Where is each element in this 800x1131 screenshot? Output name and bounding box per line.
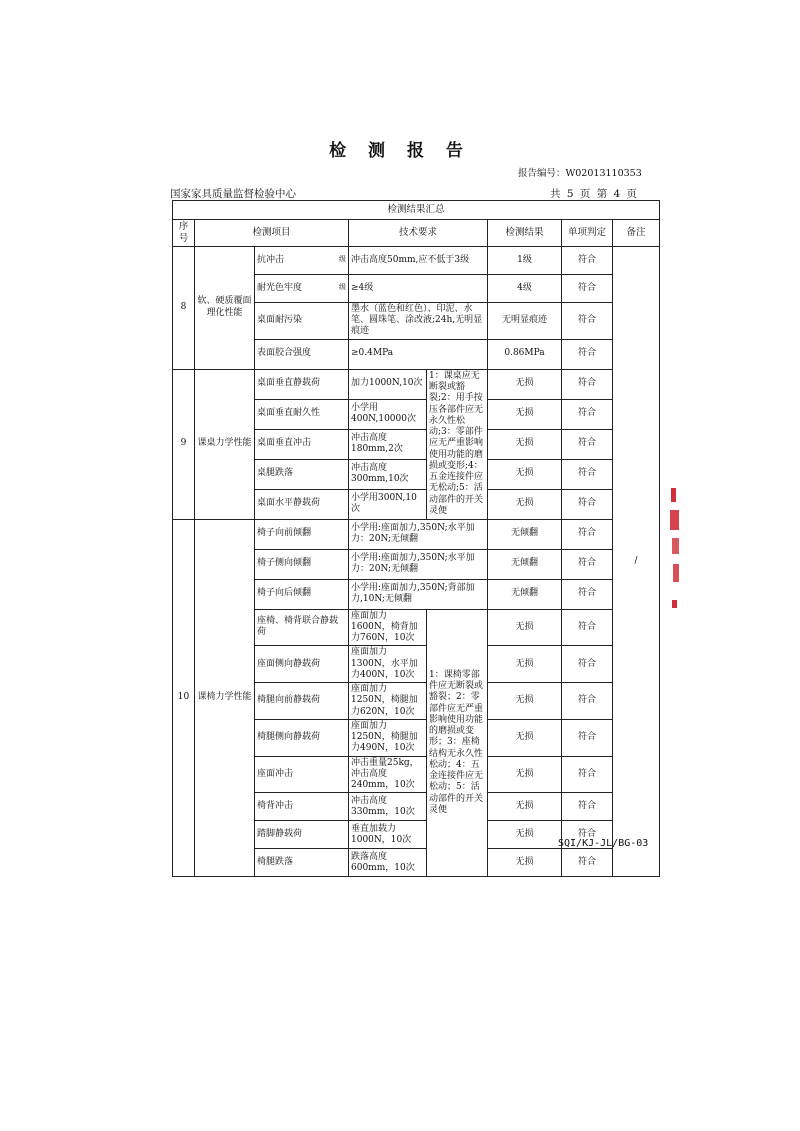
result-cell: 无倾翻: [488, 579, 562, 609]
judge-cell: 符合: [562, 646, 613, 683]
req-cell: 小学用400N,10000次: [349, 399, 427, 429]
result-cell: 无损: [488, 683, 562, 720]
judge-cell: 符合: [562, 579, 613, 609]
req-cell: 小学用300N,10次: [349, 489, 427, 519]
remark-cell: [613, 246, 660, 877]
col-header-req: 技术要求: [349, 220, 488, 247]
result-cell: 无损: [488, 369, 562, 399]
judge-cell: 符合: [562, 399, 613, 429]
req-cell: 小学用:座面加力,350N;水平加力：20N;无倾翻: [349, 519, 488, 549]
header-row: [173, 220, 660, 247]
col-header-result: 检测结果: [488, 220, 562, 247]
item-cell: 椅子向后倾翻: [255, 579, 349, 609]
group-name: 软、硬质覆面理化性能: [195, 246, 255, 369]
result-cell: 无倾翻: [488, 549, 562, 579]
result-cell: 无损: [488, 719, 562, 756]
req-cell: 冲击高度300mm,10次: [349, 459, 427, 489]
item-cell: 座椅、椅背联合静载荷: [255, 609, 349, 646]
judge-cell: 符合: [562, 849, 613, 877]
judge-cell: 符合: [562, 683, 613, 720]
group-no: 10: [173, 519, 195, 877]
note-cell: 1：课桌应无断裂或豁裂;2：用手按压各部件应无永久性松动;3：零部件应无严重影响使用功能的磨损或变形;4：五金连接件应无松动;5：活动部件的开关灵便: [427, 369, 488, 519]
judge-cell: 符合: [562, 246, 613, 274]
item-cell: 椅背冲击: [255, 793, 349, 821]
table-row: [173, 519, 660, 549]
req-cell: 冲击重量25kg，冲击高度240mm，10次: [349, 756, 427, 793]
judge-cell: 符合: [562, 339, 613, 369]
judge-cell: 符合: [562, 793, 613, 821]
result-cell: 4级: [488, 274, 562, 302]
item-cell: 踏脚静载荷: [255, 821, 349, 849]
item-cell: 椅子向前倾翻: [255, 519, 349, 549]
req-cell: 座面加力1600N，椅背加力760N，10次: [349, 609, 427, 646]
item-cell: 椅腿向前静载荷: [255, 683, 349, 720]
result-cell: 无损: [488, 399, 562, 429]
item-cell: 桌面水平静载荷: [255, 489, 349, 519]
judge-cell: 符合: [562, 549, 613, 579]
result-cell: 无损: [488, 821, 562, 849]
result-cell: 无损: [488, 849, 562, 877]
col-header-item: 检测项目: [195, 220, 349, 247]
summary-title: 检测结果汇总: [173, 201, 660, 220]
col-header-no: 序号: [173, 220, 195, 247]
result-cell: 无损: [488, 429, 562, 459]
req-cell: 座面加力1300N，水平加力400N，10次: [349, 646, 427, 683]
result-cell: 无明显痕迹: [488, 302, 562, 339]
judge-cell: 符合: [562, 609, 613, 646]
req-cell: 冲击高度330mm，10次: [349, 793, 427, 821]
remark-value: /: [634, 555, 638, 566]
item-cell: 座面冲击: [255, 756, 349, 793]
judge-cell: 符合: [562, 756, 613, 793]
req-cell: 冲击高度180mm,2次: [349, 429, 427, 459]
result-cell: 无损: [488, 489, 562, 519]
item-cell: 桌面垂直冲击: [255, 429, 349, 459]
col-header-judge: 单项判定: [562, 220, 613, 247]
stamp-mark: [672, 538, 679, 554]
stamp-mark: [672, 600, 677, 608]
stamp-mark: [670, 510, 679, 530]
judge-cell: 符合: [562, 519, 613, 549]
result-cell: 无损: [488, 793, 562, 821]
judge-cell: 符合: [562, 489, 613, 519]
req-cell: 跌落高度600mm，10次: [349, 849, 427, 877]
item-cell: 桌面耐污染: [255, 302, 349, 339]
judge-cell: 符合: [562, 429, 613, 459]
judge-cell: 符合: [562, 459, 613, 489]
req-cell: 加力1000N,10次: [349, 369, 427, 399]
result-cell: 无损: [488, 756, 562, 793]
group-name: 课桌力学性能: [195, 369, 255, 519]
page-info: 共 5 页 第 4 页: [550, 188, 638, 200]
red-seal-stamp: [668, 488, 682, 616]
report-title: 检 测 报 告: [329, 141, 471, 161]
table-row: [173, 369, 660, 399]
item-cell: 表面胶合强度: [255, 339, 349, 369]
judge-cell: 符合: [562, 821, 613, 849]
result-cell: 0.86MPa: [488, 339, 562, 369]
stamp-mark: [673, 564, 679, 582]
judge-cell: 符合: [562, 302, 613, 339]
req-cell: 座面加力1250N，椅腿加力490N，10次: [349, 719, 427, 756]
institution-name: 国家家具质量监督检验中心: [170, 188, 296, 200]
grade-label: 级: [339, 282, 346, 291]
item-cell: 椅子侧向倾翻: [255, 549, 349, 579]
group-name: 课椅力学性能: [195, 519, 255, 877]
item-cell: [255, 274, 349, 302]
judge-cell: 符合: [562, 369, 613, 399]
result-cell: 无损: [488, 459, 562, 489]
req-cell: 墨水（蓝色和红色）、印泥、水笔、圆珠笔、涂改液;24h,无明显痕迹: [349, 302, 488, 339]
req-cell: 座面加力1250N，椅腿加力620N，10次: [349, 683, 427, 720]
group-no: 8: [173, 246, 195, 369]
table-row: [173, 246, 660, 274]
req-cell: 冲击高度50mm,应不低于3级: [349, 246, 488, 274]
item-cell: 椅腿跌落: [255, 849, 349, 877]
note-cell: 1：课椅零部件应无断裂或豁裂；2：零部件应无严重影响使用功能的磨损或变形；3：座椅结构无永久性松动；4：五金连接件应无松动；5：活动部件的开关灵便: [427, 609, 488, 877]
judge-cell: 符合: [562, 274, 613, 302]
results-table-wrap: [172, 200, 659, 877]
result-cell: 无损: [488, 609, 562, 646]
item-cell: 桌腿跌落: [255, 459, 349, 489]
item-name: 耐光色牢度: [257, 282, 303, 293]
result-cell: 无倾翻: [488, 519, 562, 549]
item-cell: 桌面垂直静载荷: [255, 369, 349, 399]
item-cell: 椅腿侧向静载荷: [255, 719, 349, 756]
req-cell: ≥4级: [349, 274, 488, 302]
group-no: 9: [173, 369, 195, 519]
report-number: 报告编号：W02013110353: [518, 168, 642, 179]
req-cell: 小学用:座面加力,350N;背部加力,10N;无倾翻: [349, 579, 488, 609]
item-cell: [255, 246, 349, 274]
grade-label: 级: [339, 254, 346, 263]
stamp-mark: [671, 488, 676, 502]
item-cell: 桌面垂直耐久性: [255, 399, 349, 429]
req-cell: ≥0.4MPa: [349, 339, 488, 369]
item-cell: 座面侧向静载荷: [255, 646, 349, 683]
results-table: [172, 200, 660, 877]
req-cell: 小学用:座面加力,350N;水平加力：20N;无倾翻: [349, 549, 488, 579]
item-name: 抗冲击: [257, 254, 285, 265]
result-cell: 1级: [488, 246, 562, 274]
judge-cell: 符合: [562, 719, 613, 756]
col-header-remark: 备注: [613, 220, 660, 247]
form-code: SQI/KJ-JL/BG-03: [558, 838, 649, 849]
req-cell: 垂直加载力1000N，10次: [349, 821, 427, 849]
result-cell: 无损: [488, 646, 562, 683]
